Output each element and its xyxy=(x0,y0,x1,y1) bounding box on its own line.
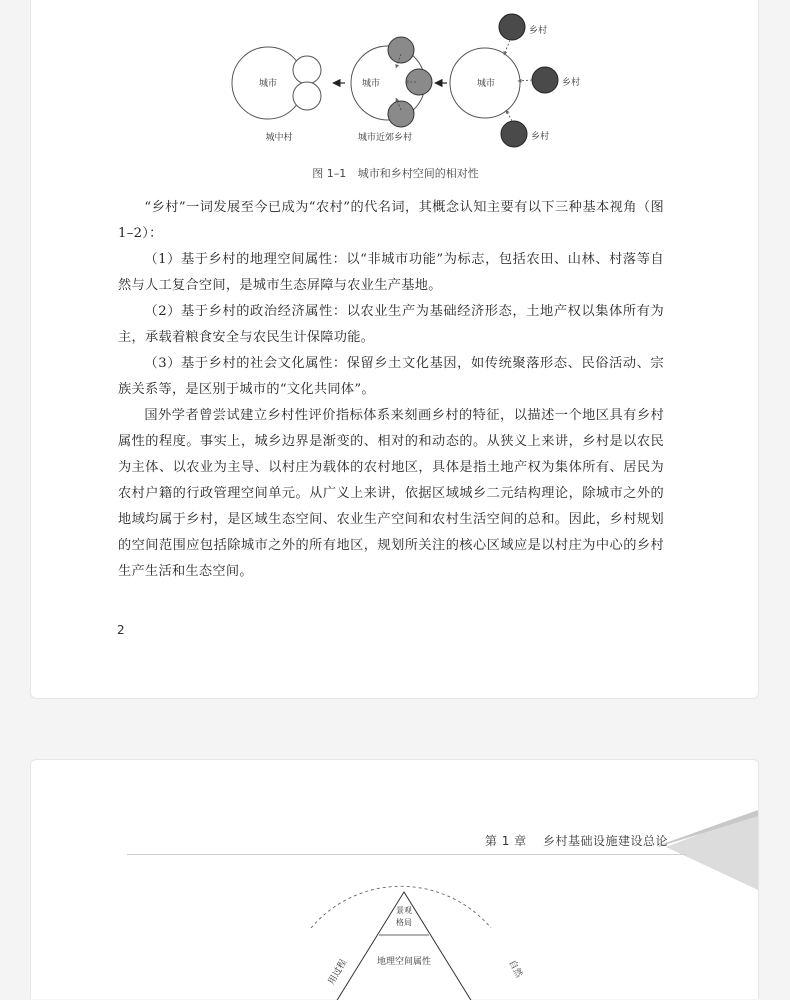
triangle-top-label: 景观 xyxy=(396,906,412,915)
city-label: 城市 xyxy=(258,79,278,89)
village-label: 乡村 xyxy=(562,78,581,88)
right-arc-label: 自然 xyxy=(506,958,524,980)
body-text xyxy=(118,195,664,585)
chapter-title: 乡村基础设施建设总论 xyxy=(542,834,668,848)
diagram-urban-village xyxy=(232,47,321,143)
paragraph: （1）基于乡村的地理空间属性：以“非城市功能”为标志，包括农田、山林、村落等自然与人工复合空间，是城市生态屏障与农业生产基地。 xyxy=(118,252,664,293)
caption-title: 城市和乡村空间的相对性 xyxy=(357,167,479,180)
triangle-top-label: 格局 xyxy=(396,918,412,927)
city-label: 城市 xyxy=(361,79,381,89)
paragraph: （2）基于乡村的政治经济属性：以农业生产为基础经济形态，土地产权以集体所有为主，承载着粮食安全与农民生计保障功能。 xyxy=(118,304,664,345)
running-header xyxy=(485,832,668,849)
city-label: 城市 xyxy=(476,79,496,89)
chapter-corner-decoration xyxy=(658,810,758,900)
paragraph: （3）基于乡村的社会文化属性：保留乡土文化基因，如传统聚落形态、民俗活动、宗族关系等，是区别于城市的“文化共同体”。 xyxy=(118,356,664,397)
header-rule xyxy=(127,854,687,855)
village-label: 乡村 xyxy=(529,26,548,36)
chapter-number: 第 1 章 xyxy=(484,834,527,848)
diagram-distant-village xyxy=(450,14,580,147)
figure-city-village-relativity xyxy=(221,10,581,162)
page-number: 2 xyxy=(117,623,125,637)
left-arc-label: 用过程 xyxy=(326,958,350,987)
sub-label-suburban-village: 城市近郊乡村 xyxy=(357,133,413,143)
triangle-center-label: 地理空间属性 xyxy=(376,957,432,967)
figure-caption xyxy=(31,165,760,181)
diagram-suburban-village xyxy=(351,37,432,143)
village-label: 乡村 xyxy=(531,132,550,142)
sub-label-urban-village: 城中村 xyxy=(265,133,293,143)
document-page-2 xyxy=(30,759,759,999)
caption-number: 图 1–1 xyxy=(312,167,347,180)
paragraph: “乡村”一词发展至今已成为“农村”的代名词，其概念认知主要有以下三种基本视角（图 1–2）： xyxy=(118,200,664,241)
figure-rural-perspectives xyxy=(261,880,541,1000)
document-page-1 xyxy=(30,0,759,699)
paragraph: 国外学者曾尝试建立乡村性评价指标体系来刻画乡村的特征，以描述一个地区具有乡村属性的程度。事实上，城乡边界是渐变的、相对的和动态的。从狭义上来讲，乡村是以农民为主体、以农业为主导、以村庄为载体的农村地区，具体是指土地产权为集体所有、居民为农村户籍的行政管理空间单元。从广义上来讲，依据区域城乡二元结构理论，除城市之外的地域均属于乡村，是区域生态空间、农业生产空间和农村生活空间的总和。因此，乡村规划的空间范围应包括除城市之外的所有地区，规划所关注的核心区域应是以村庄为中心的乡村生产生活和生态空间。 xyxy=(118,408,664,579)
